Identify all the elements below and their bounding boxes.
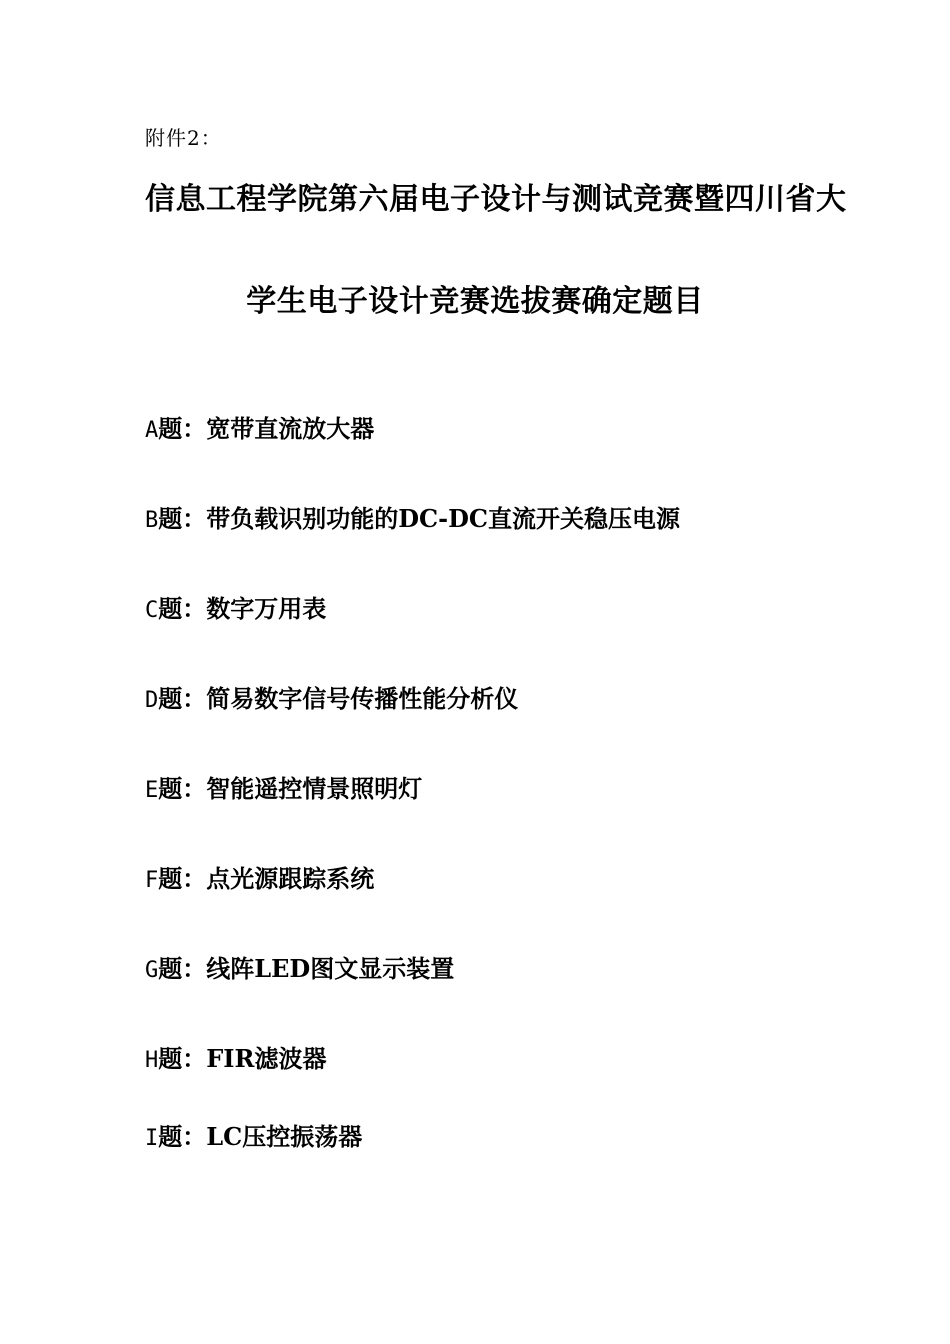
topic-label: 题: [158, 684, 183, 713]
topic-separator: ：: [182, 594, 207, 623]
topic-separator: ：: [182, 414, 207, 443]
topic-name: 数字万用表: [206, 594, 327, 623]
topic-label: 题: [158, 864, 183, 893]
attachment-label: 附件2：: [145, 126, 222, 150]
topic-item-b: [145, 502, 680, 538]
topic-separator: ：: [182, 864, 207, 893]
topic-item-d: [145, 682, 518, 718]
topic-item-f: [145, 862, 374, 898]
topic-name: 宽带直流放大器: [206, 414, 375, 443]
topic-letter: E: [145, 778, 159, 803]
topic-item-h: [145, 1042, 326, 1078]
topic-label: 题: [158, 504, 183, 533]
topic-label: 题: [158, 774, 183, 803]
topic-letter: B: [145, 508, 159, 533]
topic-separator: ：: [182, 774, 207, 803]
topic-label: 题: [158, 954, 183, 983]
topic-name: 带负载识别功能的DC-DC直流开关稳压电源: [206, 504, 681, 533]
topic-name: 智能遥控情景照明灯: [206, 774, 423, 803]
topic-name: LC压控振荡器: [206, 1122, 363, 1151]
topic-item-a: [145, 412, 374, 448]
topic-label: 题: [158, 1044, 183, 1073]
page-title-line-1: 信息工程学院第六届电子设计与测试竞赛暨四川省大: [145, 182, 847, 217]
topic-label: 题: [158, 1122, 183, 1151]
topic-item-g: [145, 952, 454, 988]
topic-letter: A: [145, 418, 159, 443]
topic-item-e: [145, 772, 422, 808]
topic-separator: ：: [182, 504, 207, 533]
topic-name: 点光源跟踪系统: [206, 864, 375, 893]
topic-name: 简易数字信号传播性能分析仪: [206, 684, 519, 713]
topic-letter: F: [145, 868, 159, 893]
topic-item-c: [145, 592, 326, 628]
topic-label: 题: [158, 414, 183, 443]
topic-letter: G: [145, 958, 159, 983]
topic-name: 线阵LED图文显示装置: [206, 954, 455, 983]
topic-separator: ：: [182, 684, 207, 713]
topic-letter: C: [145, 598, 159, 623]
topic-item-i: [145, 1120, 362, 1156]
topic-label: 题: [158, 594, 183, 623]
page-title-line-2: 学生电子设计竞赛选拔赛确定题目: [246, 284, 704, 319]
topic-letter: H: [145, 1048, 159, 1073]
topic-separator: ：: [182, 1044, 207, 1073]
topic-name: FIR滤波器: [206, 1044, 327, 1073]
topic-letter: I: [145, 1126, 159, 1151]
topic-separator: ：: [182, 954, 207, 983]
topic-separator: ：: [182, 1122, 207, 1151]
topic-letter: D: [145, 688, 159, 713]
